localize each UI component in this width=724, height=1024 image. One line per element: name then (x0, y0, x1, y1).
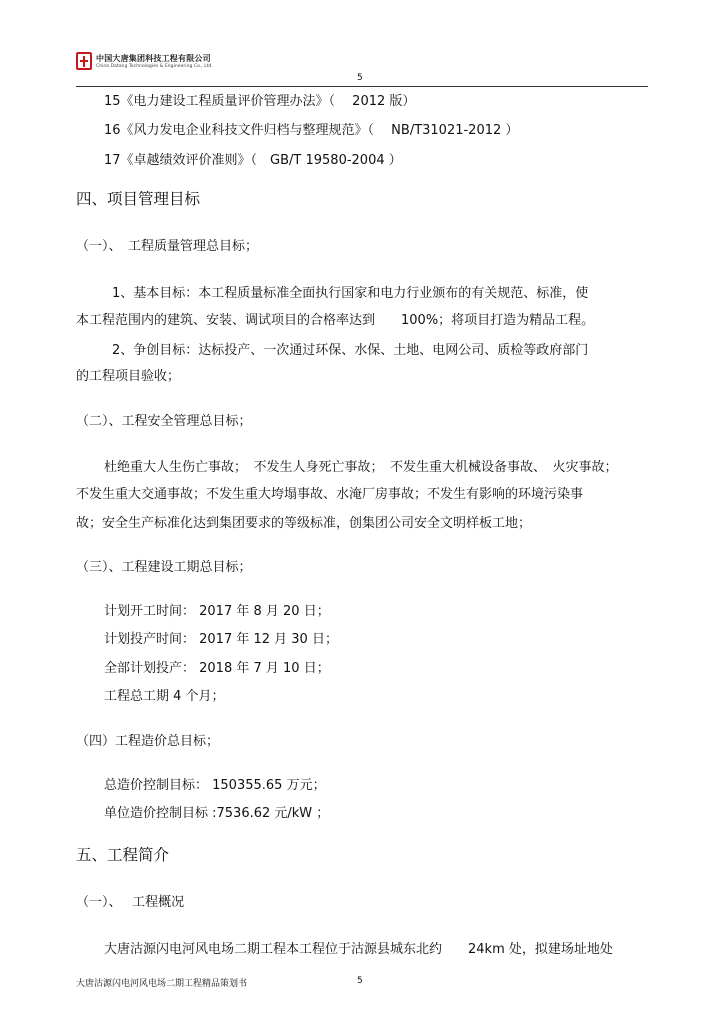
company-logo-icon (76, 52, 92, 70)
paragraph-line: 1、基本目标：本工程质量标准全面执行国家和电力行业颁布的有关规范、标准，使 (112, 286, 589, 301)
header-divider (76, 86, 648, 87)
section-title: 四、项目管理目标 (76, 190, 201, 208)
paragraph-line: 故；安全生产标准化达到集团要求的等级标准，创集团公司安全文明样板工地； (76, 516, 532, 531)
cost-line: 单位造价控制目标 :7536.62 元/kW ； (104, 806, 330, 821)
schedule-line: 计划开工时间： 2017 年 8 月 20 日； (104, 604, 330, 619)
reference-item: 15《电力建设工程质量评价管理办法》（ 2012 版） (104, 94, 416, 109)
subsection-heading: （一）、 工程质量管理总目标； (76, 239, 259, 254)
paragraph-line: 的工程项目验收； (76, 369, 181, 384)
paragraph-line: 不发生重大交通事故；不发生重大垮塌事故、水淹厂房事故；不发生有影响的环境污染事 (76, 487, 584, 502)
section-title: 五、工程简介 (76, 846, 170, 864)
schedule-line: 计划投产时间： 2017 年 12 月 30 日； (104, 632, 338, 647)
reference-item: 16《风力发电企业科技文件归档与整理规范》（ NB/T31021-2012 ） (104, 123, 519, 138)
paragraph-line: 杜绝重大人生伤亡事故； 不发生人身死亡事故； 不发生重大机械设备事故、 火灾事故； (104, 460, 618, 475)
paragraph-line: 本工程范围内的建筑、安装、调试项目的合格率达到 100%；将项目打造为精品工程。 (76, 313, 595, 328)
paragraph-line: 2、争创目标：达标投产、一次通过环保、水保、土地、电网公司、质检等政府部门 (112, 343, 589, 358)
company-name-cn: 中国大唐集团科技工程有限公司 (96, 54, 211, 63)
subsection-heading: （四）工程造价总目标； (76, 734, 220, 749)
schedule-line: 工程总工期 4 个月； (104, 689, 225, 704)
cost-line: 总造价控制目标： 150355.65 万元； (104, 778, 326, 793)
footer-document-title: 大唐沽源闪电河风电场二期工程精品策划书 (76, 979, 248, 989)
subsection-heading: （一）、 工程概况 (76, 895, 185, 910)
reference-item: 17《卓越绩效评价准则》（ GB/T 19580-2004 ） (104, 153, 402, 168)
company-name-en: China Datang Technologies & Engineering Co., Ltd. (96, 64, 213, 69)
footer-page-number: 5 (357, 976, 363, 986)
subsection-heading: （三）、工程建设工期总目标； (76, 560, 252, 575)
header-page-number: 5 (357, 73, 363, 83)
subsection-heading: （二）、工程安全管理总目标； (76, 414, 252, 429)
paragraph-line: 大唐沽源闪电河风电场二期工程本工程位于沽源县城东北约 24km 处，拟建场址地处 (104, 942, 613, 957)
schedule-line: 全部计划投产： 2018 年 7 月 10 日； (104, 661, 330, 676)
